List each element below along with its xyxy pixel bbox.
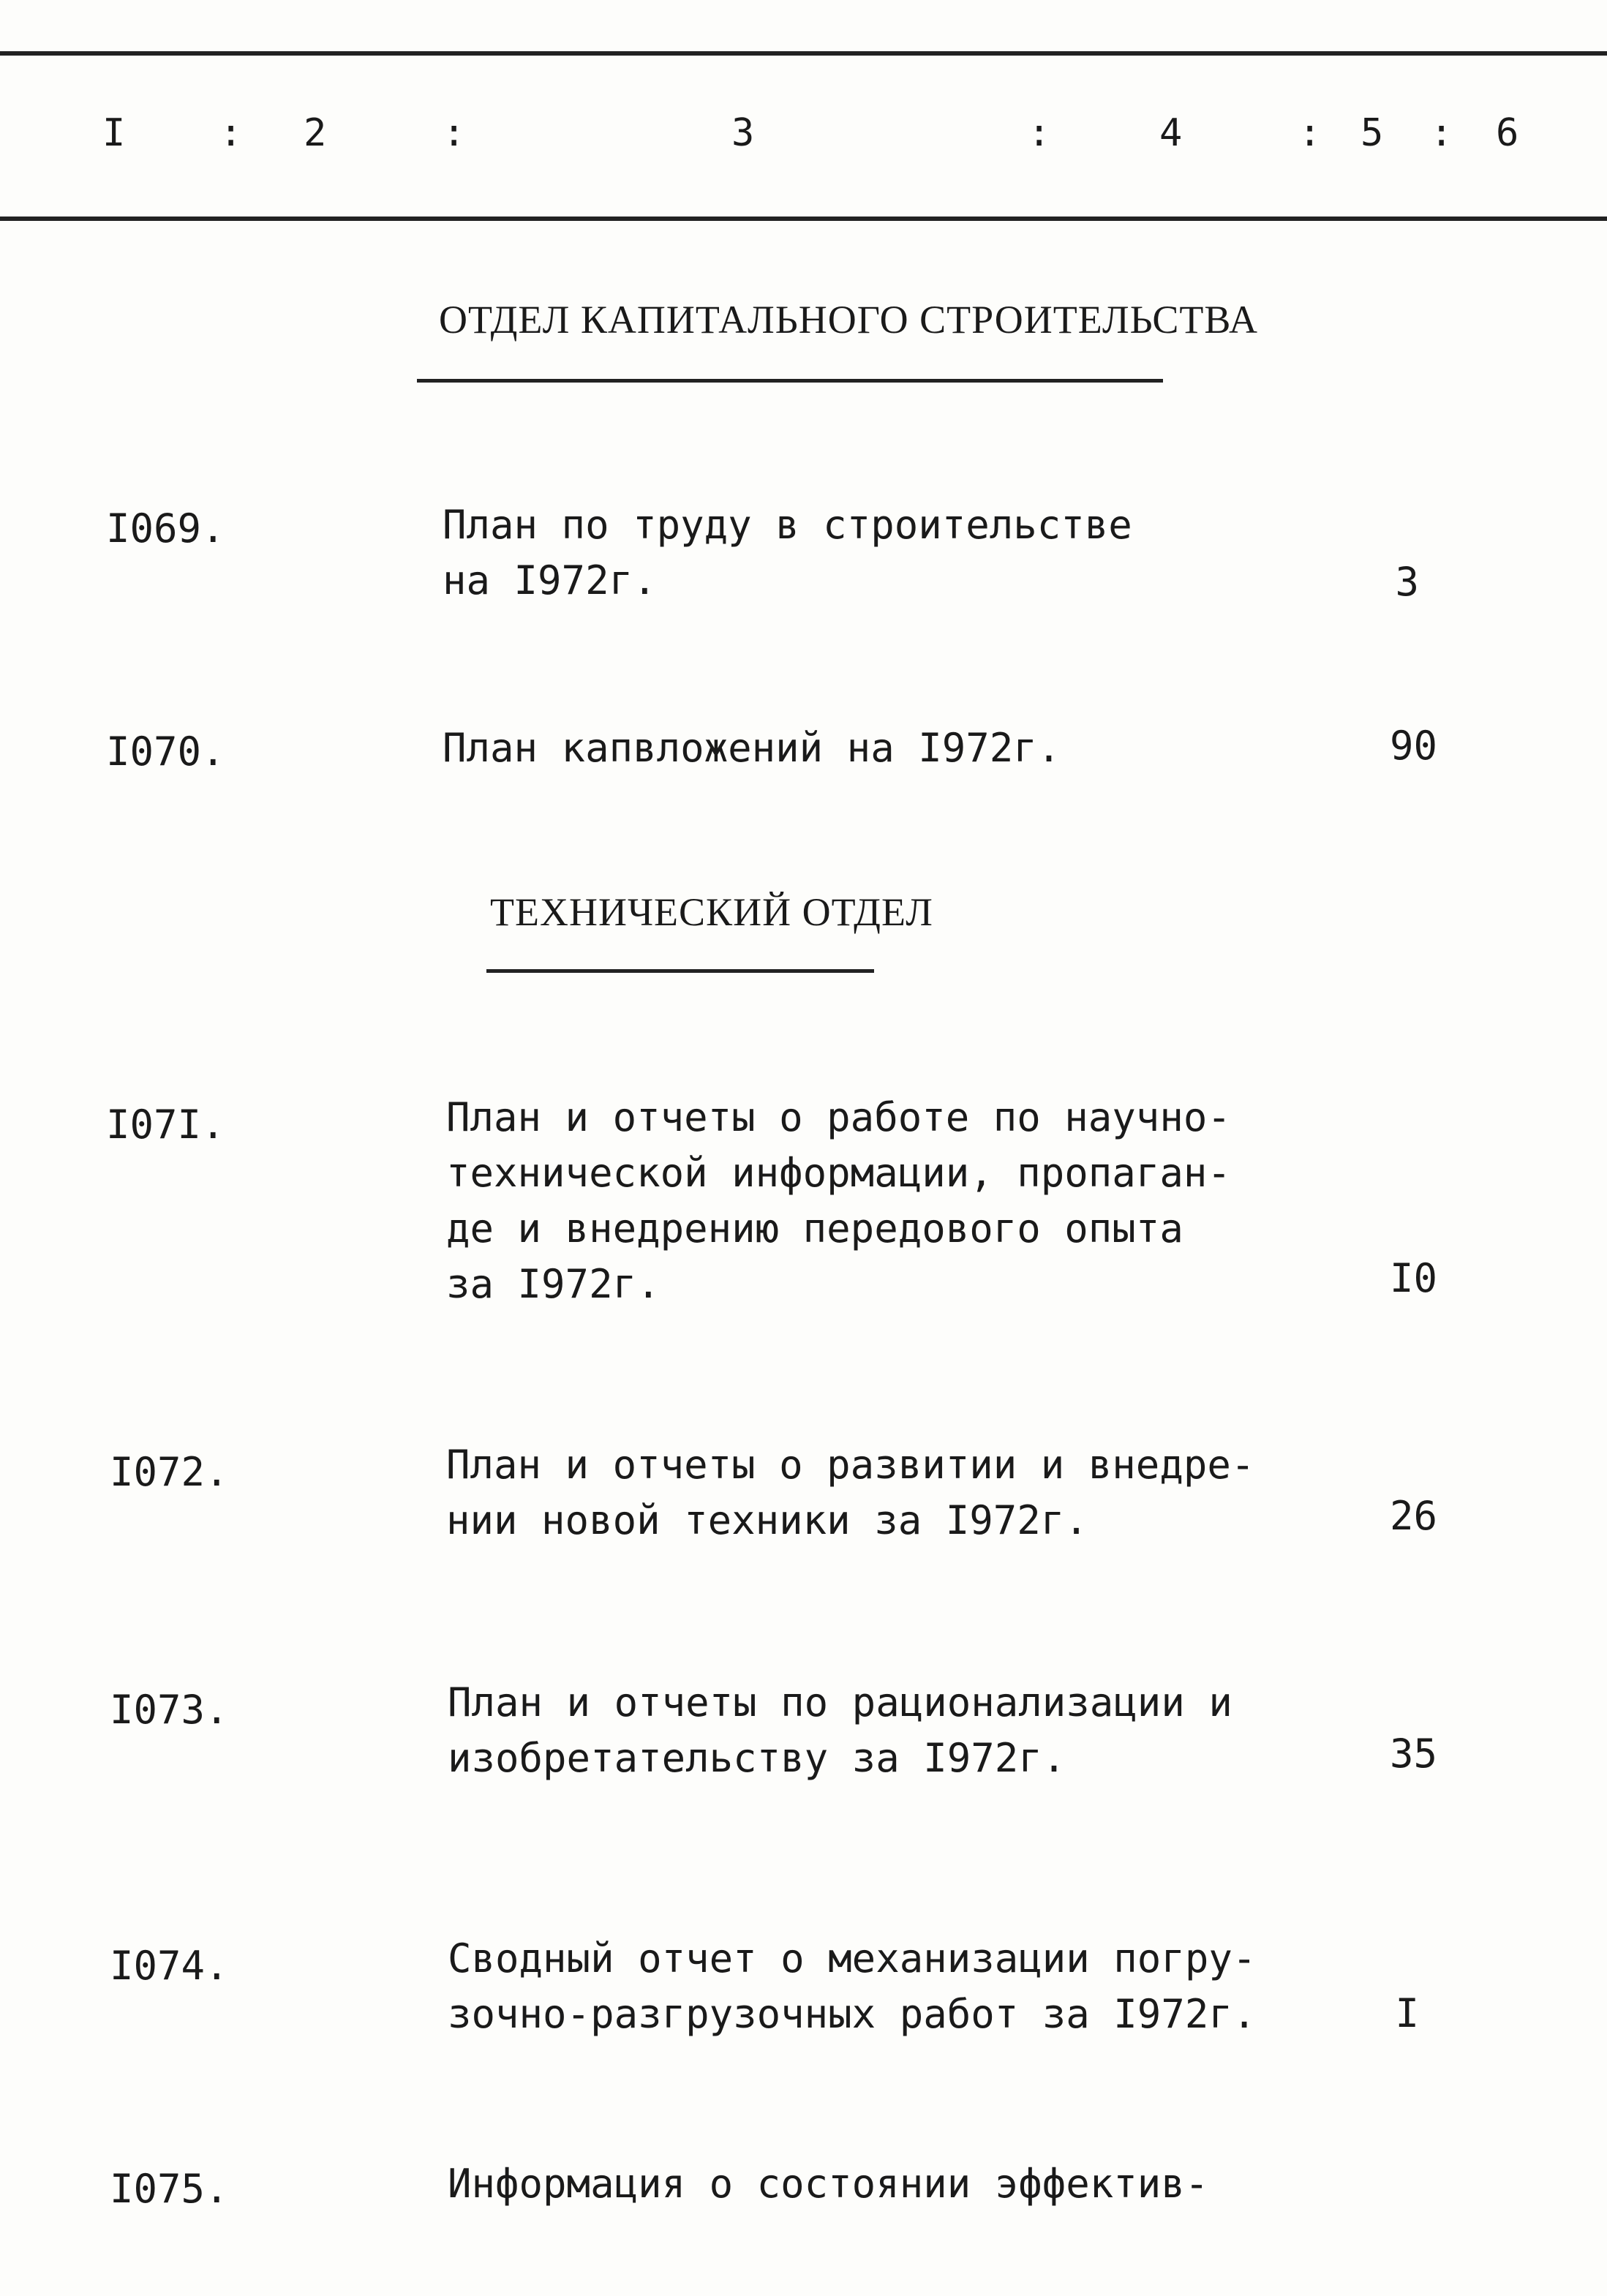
item-description: [446, 1090, 1231, 1312]
item-description: [443, 720, 1061, 776]
header-col-1: I: [102, 111, 126, 155]
item-number: I069.: [106, 505, 225, 552]
item-description-line: План и отчеты о развитии и внедре-: [446, 1442, 1255, 1488]
section-underline: [417, 379, 1163, 383]
item-description-line: Информация о состоянии эффектив-: [448, 2161, 1209, 2207]
item-description: [443, 497, 1132, 609]
header-separator: :: [443, 111, 466, 155]
item-count: 3: [1395, 559, 1419, 605]
item-description: [448, 1675, 1232, 1786]
item-description-line: на I972г.: [443, 557, 657, 603]
header-col-5: 5: [1361, 111, 1384, 155]
item-description-line: за I972г.: [446, 1261, 661, 1307]
header-separator: :: [1028, 111, 1051, 155]
item-count: I: [1395, 1990, 1419, 2036]
item-count: 90: [1389, 723, 1437, 769]
item-number: I074.: [110, 1943, 229, 1989]
header-col-3: 3: [731, 111, 755, 155]
header-separator: :: [219, 111, 243, 155]
header-separator: :: [1298, 111, 1322, 155]
section-title: ТЕХНИЧЕСКИЙ ОТДЕЛ: [490, 890, 933, 934]
item-number: I07I.: [106, 1102, 225, 1148]
item-description: [448, 2156, 1208, 2212]
section-title: ОТДЕЛ КАПИТАЛЬНОГО СТРОИТЕЛЬСТВА: [439, 298, 1258, 342]
item-description-line: де и внедрению передового опыта: [446, 1205, 1183, 1251]
header-separator: :: [1430, 111, 1453, 155]
item-number: I072.: [110, 1449, 229, 1495]
item-description-line: План по труду в строительстве: [443, 502, 1132, 548]
item-description-line: технической информации, пропаган-: [446, 1150, 1231, 1196]
item-description: [448, 1931, 1256, 2042]
item-description-line: Сводный отчет о механизации погру-: [448, 1935, 1257, 1981]
header-col-2: 2: [304, 111, 327, 155]
header-bottom-rule: [0, 217, 1607, 221]
item-number: I073.: [110, 1687, 229, 1733]
item-number: I075.: [110, 2166, 229, 2212]
item-count: 35: [1389, 1731, 1437, 1777]
header-col-6: 6: [1496, 111, 1519, 155]
item-description-line: План капвложений на I972г.: [443, 725, 1061, 771]
item-description: [446, 1437, 1254, 1548]
item-number: I070.: [106, 729, 225, 775]
item-description-line: изобретательству за I972г.: [448, 1735, 1066, 1781]
item-description-line: План и отчеты о работе по научно-: [446, 1094, 1231, 1140]
item-count: 26: [1389, 1493, 1437, 1539]
item-description-line: План и отчеты по рационализации и: [448, 1679, 1232, 1725]
header-top-rule: [0, 51, 1607, 56]
header-col-4: 4: [1159, 111, 1183, 155]
item-description-line: нии новой техники за I972г.: [446, 1497, 1088, 1543]
section-underline: [486, 969, 874, 973]
item-description-line: зочно-разгрузочных работ за I972г.: [448, 1991, 1257, 2037]
item-count: I0: [1389, 1255, 1437, 1301]
